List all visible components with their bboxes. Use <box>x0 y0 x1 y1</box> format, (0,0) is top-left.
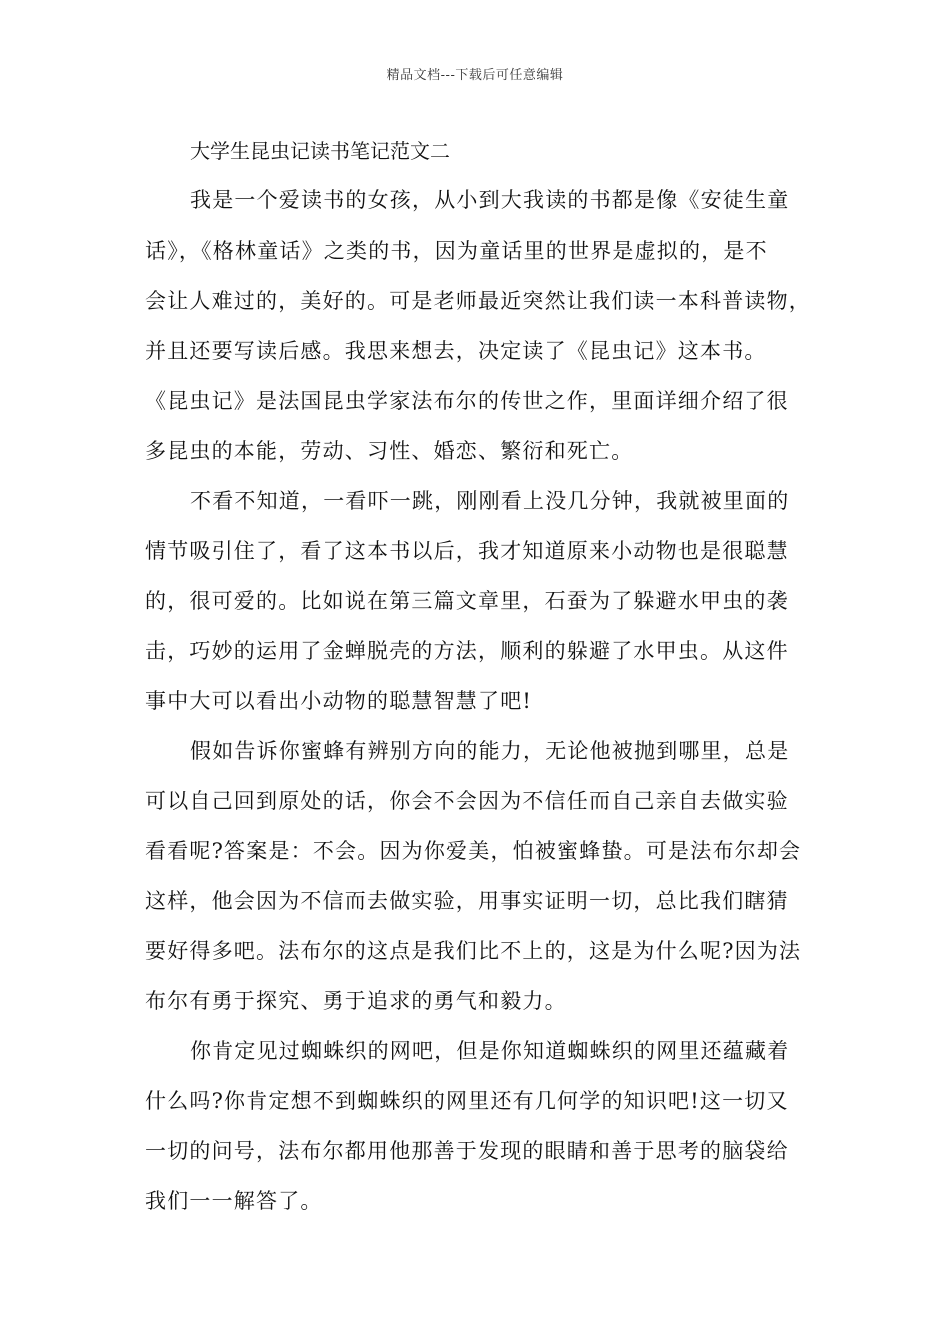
paragraph-2-line-5: 事中大可以看出小动物的聪慧智慧了吧! <box>145 689 533 713</box>
paragraph-1-line-1: 我是一个爱读书的女孩，从小到大我读的书都是像《安徒生童 <box>190 188 790 212</box>
paragraph-4-line-3: 一切的问号，法布尔都用他那善于发现的眼睛和善于思考的脑袋给 <box>145 1139 789 1163</box>
paragraph-1-line-3: 会让人难过的，美好的。可是老师最近突然让我们读一本科普读物， <box>145 289 811 313</box>
paragraph-2-line-1: 不看不知道，一看吓一跳，刚刚看上没几分钟，我就被里面的 <box>190 489 790 513</box>
paragraph-3-line-4: 这样，他会因为不信而去做实验，用事实证明一切，总比我们瞎猜 <box>145 889 789 913</box>
paragraph-1-line-5: 《昆虫记》是法国昆虫学家法布尔的传世之作，里面详细介绍了很 <box>145 389 789 413</box>
paragraph-3-line-5: 要好得多吧。法布尔的这点是我们比不上的，这是为什么呢?因为法 <box>145 939 802 963</box>
paragraph-4-line-4: 我们一一解答了。 <box>145 1189 323 1213</box>
paragraph-2-line-2: 情节吸引住了，看了这本书以后，我才知道原来小动物也是很聪慧 <box>145 539 789 563</box>
paragraph-1-line-2: 话》，《格林童话》之类的书，因为童话里的世界是虚拟的，是不 <box>145 239 768 263</box>
paragraph-2-line-3: 的，很可爱的。比如说在第三篇文章里，石蚕为了躲避水甲虫的袭 <box>145 589 789 613</box>
paragraph-4-line-2: 什么吗?你肯定想不到蜘蛛织的网里还有几何学的知识吧!这一切又 <box>145 1089 789 1113</box>
paragraph-3-line-6: 布尔有勇于探究、勇于追求的勇气和毅力。 <box>145 989 567 1013</box>
paragraph-1-line-4: 并且还要写读后感。我思来想去，决定读了《昆虫记》这本书。 <box>145 339 767 363</box>
paragraph-2-line-4: 击，巧妙的运用了金蝉脱壳的方法，顺利的躲避了水甲虫。从这件 <box>145 639 789 663</box>
paragraph-1-line-6: 多昆虫的本能，劳动、习性、婚恋、繁衍和死亡。 <box>145 439 634 463</box>
paragraph-3-line-3: 看看呢?答案是：不会。因为你爱美，怕被蜜蜂蛰。可是法布尔却会 <box>145 839 802 863</box>
paragraph-4-line-1: 你肯定见过蜘蛛织的网吧，但是你知道蜘蛛织的网里还蕴藏着 <box>190 1039 790 1063</box>
paragraph-3-line-2: 可以自己回到原处的话，你会不会因为不信任而自己亲自去做实验 <box>145 789 789 813</box>
document-title: 大学生昆虫记读书笔记范文二 <box>190 139 450 163</box>
paragraph-3-line-1: 假如告诉你蜜蜂有辨别方向的能力，无论他被抛到哪里，总是 <box>190 739 790 763</box>
page-header: 精品文档---下载后可任意编辑 <box>386 68 564 83</box>
